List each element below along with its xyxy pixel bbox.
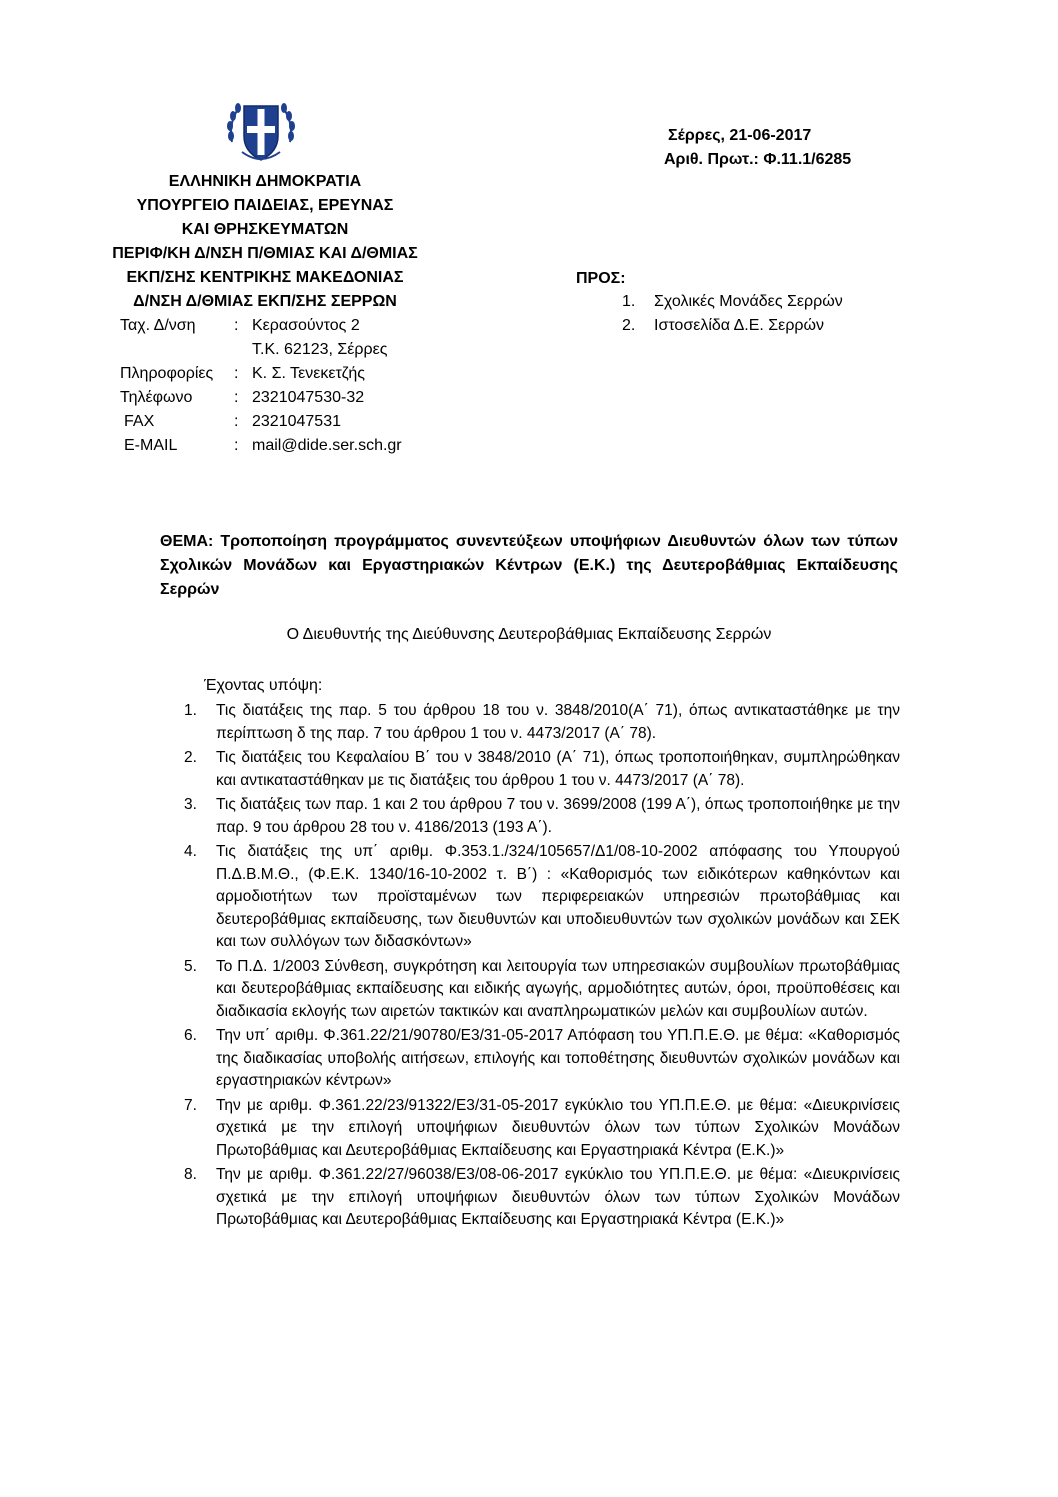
contact-info-row [120,362,365,386]
colon: : [234,389,239,406]
protocol-line: Αριθ. Πρωτ.: Φ.11.1/6285 [664,151,852,168]
contact-address-row [120,314,360,338]
recipient-number: 2. [622,317,636,334]
list-item-text: Τις διατάξεις των παρ. 1 και 2 του άρθρου 7 του ν. 3699/2008 (199 Α΄), όπως τροποποιήθηκε με την παρ. 9 του άρθρου 28 του ν. 4186/2013 (193 Α΄). [216,796,900,836]
date-line: Σέρρες, 21-06-2017 [668,127,812,144]
email-label: E-MAIL [124,437,178,454]
recipient-text: Σχολικές Μονάδες Σερρών [654,293,843,310]
list-item-number: 6. [184,1027,197,1044]
list-item [160,841,900,954]
list-item [160,794,900,839]
list-item [160,747,900,792]
list-item-text: Το Π.Δ. 1/2003 Σύνθεση, συγκρότηση και λειτουργία των υπηρεσιακών συμβουλίων πρωτοβάθμιας και δευτεροβάθμιας εκπαίδευσης και ειδικής αγωγής, αρμοδιότητες αυτών, όροι, προϋποθέσεις και διαδικασία εκλογής των αιρετών τακτικών και αναπληρωματικών μελών και συμβουλίων αυτών. [216,957,900,1020]
list-item [160,700,900,745]
address-value: Κερασούντος 2 [252,317,360,334]
list-item [160,1025,900,1093]
list-item-number: 3. [184,796,197,813]
list-item-text: Την υπ΄ αριθμ. Φ.361.22/21/90780/Ε3/31-05-2017 Απόφαση του ΥΠ.Π.Ε.Θ. με θέμα: «Καθορισμός της διαδικασίας υποβολής αιτήσεων, επιλογής και τοποθέτησης διευθυντών σχολικών μονάδων και εργαστηριακών κέντρων» [216,1027,900,1089]
list-item [160,956,900,1024]
contact-fax-row [120,410,341,434]
contact-email-row [120,434,402,458]
list-item-number: 2. [184,749,197,766]
list-item [160,1095,900,1163]
colon: : [234,437,239,454]
header-line-macedonia: ΕΚΠ/ΣΗΣ ΚΕΝΤΡΙΚΗΣ ΜΑΚΕΔΟΝΙΑΣ [126,269,404,286]
list-item-text: Τις διατάξεις του Κεφαλαίου Β΄ του ν 3848/2010 (Α΄ 71), όπως τροποποιήθηκαν, συμπληρώθηκαν και αντικαταστάθηκαν με τις διατάξεις του άρθρου 1 του ν. 4473/2017 (Α΄ 78). [216,749,900,789]
hellenic-republic-emblem [222,92,300,170]
header-line-regional: ΠΕΡΙΦ/ΚΗ Δ/ΝΣΗ Π/ΘΜΙΑΣ ΚΑΙ Δ/ΘΜΙΑΣ [112,245,418,262]
header-line-republic: ΕΛΛΗΝΙΚΗ ΔΗΜΟΚΡΑΤΙΑ [168,173,362,190]
phone-value: 2321047530-32 [252,389,365,406]
list-item [160,1164,900,1232]
subject-paragraph: ΘΕΜΑ: Τροποποίηση προγράμματος συνεντεύξεων υποψήφιων Διευθυντών όλων των τύπων Σχολικών Μονάδων και Εργαστηριακών Κέντρων (Ε.Κ.) της Δευτεροβάθμιας Εκπαίδευσης Σερρών [160,533,898,598]
colon: : [234,317,239,334]
info-label: Πληροφορίες [120,365,214,382]
email-value: mail@dide.ser.sch.gr [252,437,402,454]
recipients-title: ΠΡΟΣ: [576,270,626,287]
info-value: Κ. Σ. Τενεκετζής [252,365,365,382]
phone-label: Τηλέφωνο [120,389,193,406]
contact-phone-row [120,386,364,410]
header-line-directorate: Δ/ΝΣΗ Δ/ΘΜΙΑΣ ΕΚΠ/ΣΗΣ ΣΕΡΡΩΝ [133,293,397,310]
contact-address-row-2 [252,338,387,362]
recipient-number: 1. [622,293,636,310]
considerations-list [160,700,900,1234]
list-item-number: 4. [184,843,197,860]
date-protocol-block [664,124,852,172]
fax-label: FAX [124,413,155,430]
colon: : [234,365,239,382]
address-label: Ταχ. Δ/νση [120,317,196,334]
address-value-2: Τ.Κ. 62123, Σέρρες [252,341,388,358]
list-item-text: Τις διατάξεις της παρ. 5 του άρθρου 18 του ν. 3848/2010(Α΄ 71), όπως αντικαταστάθηκε με την περίπτωση δ της παρ. 7 του άρθρου 1 του ν. 4473/2017 (Α΄ 78). [216,702,900,742]
list-item-number: 5. [184,957,197,975]
list-item-number: 1. [184,702,197,719]
list-item-number: 7. [184,1096,197,1114]
recipient-text: Ιστοσελίδα Δ.Ε. Σερρών [654,317,825,334]
recipient-item [622,290,843,314]
header-line-ministry-2: ΚΑΙ ΘΡΗΣΚΕΥΜΑΤΩΝ [181,221,349,238]
list-item-text: Την με αριθμ. Φ.361.22/23/91322/Ε3/31-05-2017 εγκύκλιο του ΥΠ.Π.Ε.Θ. με θέμα: «Διευκρινίσεις σχετικά με την επιλογή υποψήφιων διευθυντών όλων των τύπων Σχολικών Μονάδων Πρωτοβάθμιας και Δευτεροβάθμιας Εκπαίδευσης και Εργαστηριακά Κέντρα (Ε.Κ.)» [216,1096,900,1159]
colon: : [234,413,239,430]
list-item-text: Τις διατάξεις της υπ΄ αριθμ. Φ.353.1./324/105657/Δ1/08-10-2002 απόφασης του Υπουργού Π.Δ.Β.Μ.Θ., (Φ.Ε.Κ. 1340/16-10-2002 τ. Β΄) : «Καθορισμός των ειδικότερων καθηκόντων και αρμοδιοτήτων των προϊσταμένων των περιφερειακών υπηρεσιών πρωτοβάθμιας και δευτεροβάθμιας εκπαίδευσης, των διευθυντών και υποδιευθυντών των σχολικών μονάδων και ΣΕΚ και των συλλόγων των διδασκόντων» [216,843,900,950]
director-line: Ο Διευθυντής της Διεύθυνσης Δευτεροβάθμιας Εκπαίδευσης Σερρών [286,626,772,643]
list-item-number: 8. [184,1166,197,1183]
list-item-text: Την με αριθμ. Φ.361.22/27/96038/Ε3/08-06-2017 εγκύκλιο του ΥΠ.Π.Ε.Θ. με θέμα: «Διευκρινίσεις σχετικά με την επιλογή υποψήφιων διευθυντών όλων των τύπων Σχολικών Μονάδων Πρωτοβάθμιας και Δευτεροβάθμιας Εκπαίδευσης και Εργαστηριακά Κέντρα (Ε.Κ.)» [216,1166,900,1228]
header-line-ministry: ΥΠΟΥΡΓΕΙΟ ΠΑΙΔΕΙΑΣ, ΕΡΕΥΝΑΣ [136,197,394,214]
having-in-view-label: Έχοντας υπόψη: [204,677,323,694]
recipient-item [622,314,824,338]
fax-value: 2321047531 [252,413,341,430]
